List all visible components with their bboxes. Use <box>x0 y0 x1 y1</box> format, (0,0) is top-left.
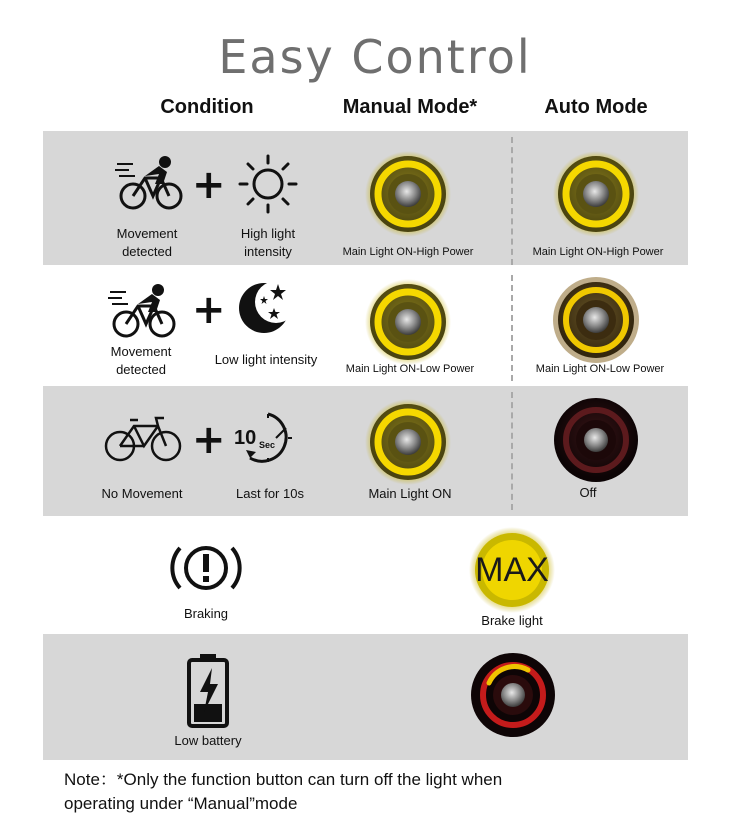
condition-label: Last for 10s <box>236 486 304 501</box>
condition-label: Low light intensity <box>214 352 318 367</box>
column-divider <box>511 137 513 265</box>
bicycle-icon <box>104 414 182 464</box>
plus-sign: + <box>192 417 226 463</box>
brake-light-text: MAX <box>475 550 549 589</box>
header-auto-mode: Auto Mode <box>544 96 648 118</box>
column-divider <box>511 392 513 510</box>
cyclist-moving-icon <box>115 154 185 212</box>
timer-unit: Sec <box>259 440 276 450</box>
low-battery-light-icon <box>470 652 556 738</box>
manual-result-label: Main Light ON-High Power <box>342 246 474 258</box>
column-divider <box>511 275 513 381</box>
moon-stars-icon <box>238 278 296 336</box>
header-condition: Condition <box>160 96 254 118</box>
condition-label: Braking <box>183 606 229 621</box>
plus-sign: + <box>192 162 226 208</box>
timer-number: 10 <box>234 427 257 449</box>
cyclist-moving-icon <box>108 282 178 340</box>
manual-result-label: Main Light ON-Low Power <box>345 363 475 375</box>
light-high-power-icon <box>364 150 452 238</box>
auto-result-label: Main Light ON-High Power <box>532 246 664 258</box>
condition-label: Low battery <box>174 733 242 748</box>
condition-label: Movement detected <box>116 226 178 259</box>
light-off-icon <box>552 396 640 484</box>
row-band-5 <box>43 634 688 760</box>
condition-label: High light intensity <box>240 226 296 259</box>
low-battery-icon <box>186 652 230 728</box>
light-low-power-icon <box>364 278 452 366</box>
footnote <box>64 768 704 816</box>
footnote-line: operating under “Manual”mode <box>64 794 298 813</box>
timer-icon <box>232 408 302 468</box>
plus-sign: + <box>192 287 226 333</box>
brake-light-label: Brake light <box>481 613 543 628</box>
page-title: Easy Control <box>218 30 532 84</box>
manual-result-label: Main Light ON <box>368 486 452 501</box>
brake-warning-icon <box>170 540 242 596</box>
footnote-line: Note：*Only the function button can turn off the light when <box>64 770 503 789</box>
auto-result-label: Main Light ON-Low Power <box>535 363 665 375</box>
brake-light-max-icon <box>468 526 556 614</box>
light-high-power-icon <box>552 150 640 238</box>
header-manual-mode: Manual Mode* <box>342 96 478 118</box>
light-on-icon <box>364 398 452 486</box>
condition-label: Movement detected <box>110 344 172 377</box>
auto-result-label: Off <box>579 485 597 500</box>
sun-icon <box>238 154 298 214</box>
light-low-power-icon <box>552 276 640 364</box>
condition-label: No Movement <box>101 486 183 501</box>
